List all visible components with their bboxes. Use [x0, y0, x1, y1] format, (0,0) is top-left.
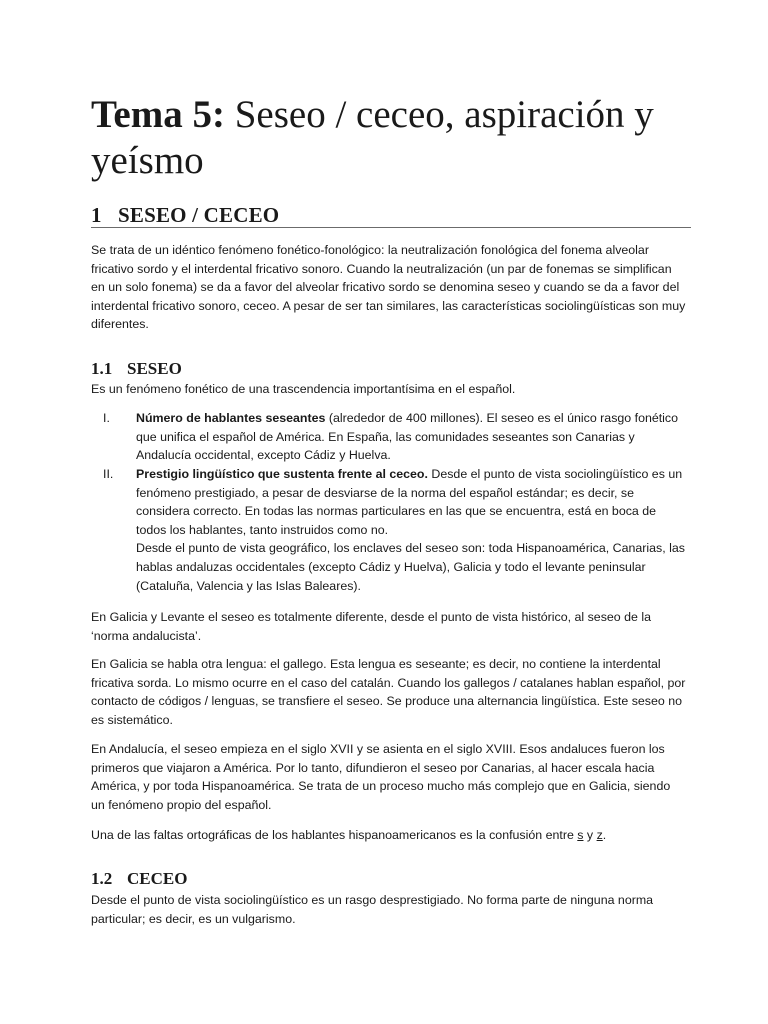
seseo-paragraph-3: En Andalucía, el seseo empieza en el siglo XVII y se asienta en el siglo XVIII. Esos andaluces fueron los primeros que viajaron a América. Por lo tanto, difundieron el seseo por Canarias, al hacer escala hacia América, y por toda Hispanoamérica. Se trata de un proceso mucho más complejo que en Galicia, siendo un fenómeno propio del español.	[91, 742, 671, 812]
section-number: 1.2	[91, 869, 113, 888]
list-item	[91, 409, 686, 465]
paragraph-text: y	[583, 828, 597, 842]
section-title: SESEO	[127, 359, 182, 378]
heading-rule	[91, 227, 691, 228]
list-item	[91, 465, 686, 595]
paragraph-text: .	[602, 828, 607, 842]
seseo-paragraph-4	[91, 826, 686, 845]
list-item-body	[136, 409, 686, 465]
list-item-body	[136, 465, 686, 539]
ceceo-paragraph: Desde el punto de vista sociolingüístico es un rasgo desprestigiado. No forma parte de ninguna norma particular; es decir, es un vulgarismo.	[91, 893, 654, 926]
list-item-text: Desde el punto de vista sociolingüístico es un fenómeno prestigiado, a pesar de desviarse de la norma del español estándar; es decir, se considera correcto. En todas las normas particulares en las que se encuentra, está en boca de todos los hablantes, tanto instruidos como no.	[136, 467, 683, 537]
list-item-text: (alrededor de 400 millones). El seseo es el único rasgo fonético que unifica el español de América. En España, las comunidades seseantes son Canarias y Andalucía occidental, excepto Cádiz y Huelva.	[136, 411, 679, 463]
section-title: SESEO / CECEO	[118, 203, 280, 227]
list-item-extra: Desde el punto de vista geográfico, los enclaves del seseo son: toda Hispanoamérica, Canarias, las hablas andaluzas occidentales (excepto Cádiz y Huelva), Galicia y todo el levante peninsular (Cataluña, Valencia y las Islas Baleares).	[136, 541, 685, 593]
section-1-heading	[91, 203, 691, 228]
title-bold-prefix: Tema 5:	[91, 93, 225, 136]
seseo-paragraph-2: En Galicia se habla otra lengua: el gallego. Esta lengua es seseante; es decir, no contiene la interdental fricativa sorda. Lo mismo ocurre en el caso del catalán. Cuando los gallegos / catalanes hablan español, por contacto de códigos / lenguas, se transfiere el seseo. Se produce una alternancia lingüística. Este seseo no es sistemático.	[91, 657, 686, 727]
section-number: 1.1	[91, 359, 113, 378]
list-marker: I.	[103, 411, 110, 425]
section-1-2-heading	[91, 869, 187, 889]
underlined-letter-s: s	[577, 828, 584, 842]
section-number: 1	[91, 203, 102, 227]
underlined-letter-z: z	[596, 828, 603, 842]
title-text: Seseo / ceceo, aspiración y yeísmo	[91, 93, 654, 182]
paragraph-text: Una de las faltas ortográficas de los hablantes hispanoamericanos es la confusión entre	[91, 828, 578, 842]
page-title	[91, 92, 711, 184]
seseo-paragraph-1: En Galicia y Levante el seseo es totalmente diferente, desde el punto de vista histórico, al seseo de la ‘norma andalucista’.	[91, 610, 651, 643]
section-1-paragraph: Se trata de un idéntico fenómeno fonético-fonológico: la neutralización fonológica del fonema alveolar fricativo sordo y el interdental fricativo sonoro. Cuando la neutralización (un par de fonemas se simplifican en un solo fonema) se da a favor del alveolar fricativo sordo se denomina seseo y cuando se da a favor del interdental fricativo sonoro, ceceo. A pesar de ser tan similares, las características sociolingüísticas son muy diferentes.	[91, 243, 686, 332]
section-title: CECEO	[127, 869, 188, 888]
list-item-bold: Prestigio lingüístico que sustenta frente al ceceo.	[136, 467, 428, 481]
seseo-intro: Es un fenómeno fonético de una trascendencia importantísima en el español.	[91, 382, 516, 396]
list-item-bold: Número de hablantes seseantes	[136, 411, 326, 425]
list-marker: II.	[103, 467, 114, 481]
section-1-1-heading	[91, 359, 182, 379]
